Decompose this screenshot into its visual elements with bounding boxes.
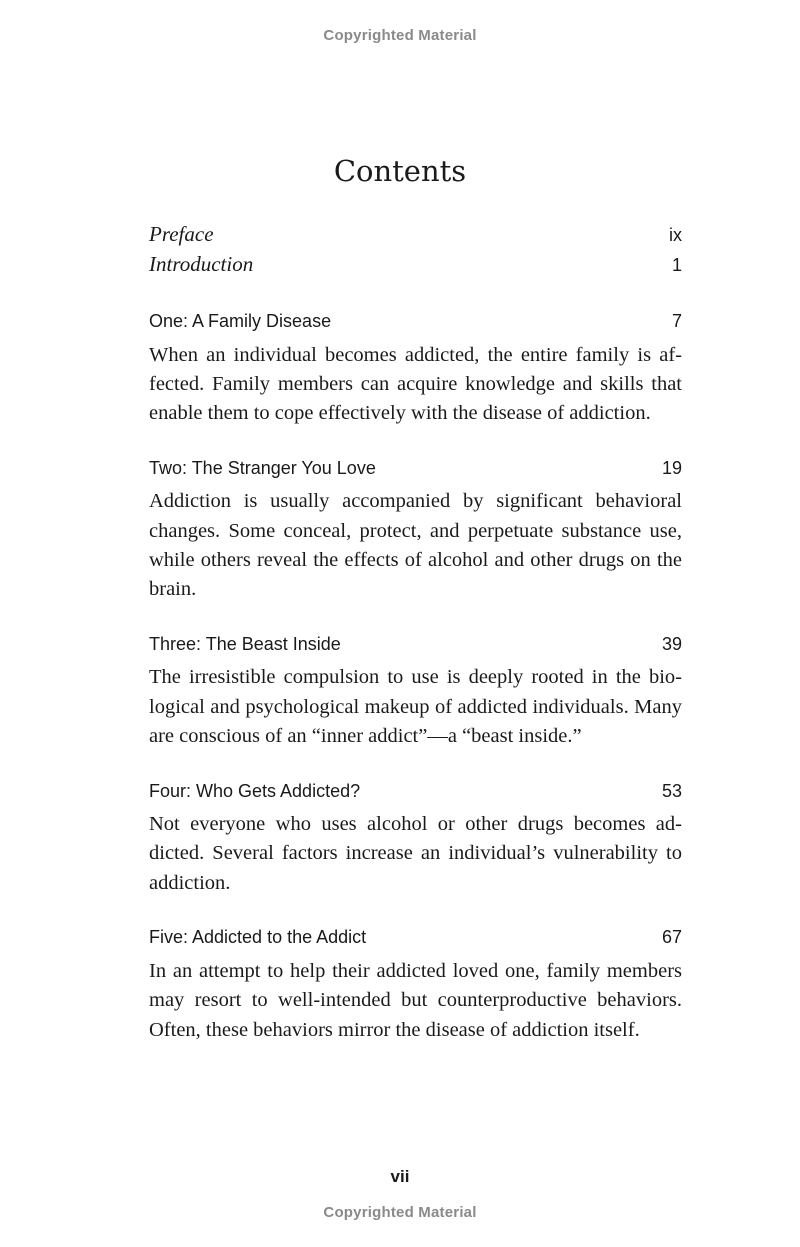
toc-page-number: 39: [661, 633, 682, 654]
toc-chapter-three: [149, 634, 682, 752]
toc-entry-label: Preface: [149, 222, 214, 246]
toc-chapter-five: [149, 927, 682, 1045]
toc-page-number: 67: [661, 927, 682, 948]
toc-chapter-one: [149, 311, 682, 429]
chapter-title: One: A Family Disease: [149, 311, 332, 331]
toc-chapter-two: [149, 458, 682, 605]
toc-chapter-heading[interactable]: [149, 458, 682, 488]
toc-page-number: 7: [671, 311, 682, 331]
toc-page-number: 19: [661, 457, 682, 478]
chapter-description: The irresistible compulsion to use is deeply rooted in the biological and psychological makeup of addicted individuals. Many are conscious of an “inner addict”—a “beast inside.”: [149, 666, 682, 748]
toc-chapter-heading[interactable]: [149, 311, 682, 341]
toc-chapter-four: [149, 781, 682, 899]
chapter-description: In an attempt to help their addicted loved one, family members may resort to well-intended but counterproductive behaviors. Often, these behaviors mirror the disease of addiction itself.: [149, 959, 682, 1041]
toc-entry-preface[interactable]: [149, 222, 682, 252]
copyright-watermark-top: Copyrighted Material: [323, 27, 477, 44]
toc-chapter-heading[interactable]: [149, 927, 682, 957]
chapter-description: Not everyone who uses alcohol or other drugs becomes addicted. Several factors increase an individual’s vulnerability to addiction.: [149, 813, 682, 894]
chapter-title: Three: The Beast Inside: [149, 633, 341, 654]
page-folio: vii: [390, 1167, 410, 1186]
toc-page-number: 53: [661, 780, 682, 801]
chapter-description: When an individual becomes addicted, the entire family is affected. Family members can acquire knowledge and skills that enable them to cope effectively with the disease of addiction.: [149, 343, 682, 425]
chapter-description: Addiction is usually accompanied by significant behavioral changes. Some conceal, protect, and perpetuate substance use, while others reveal the effects of alcohol and other drugs on the brain.: [149, 490, 682, 601]
toc-entry-introduction[interactable]: [149, 252, 682, 282]
toc-chapter-heading[interactable]: [149, 781, 682, 811]
toc-entry-label: Introduction: [149, 251, 254, 276]
table-of-contents: [149, 222, 682, 1045]
toc-page-number: ix: [669, 225, 682, 245]
toc-page-number: 1: [671, 254, 682, 275]
chapter-title: Two: The Stranger You Love: [149, 457, 376, 478]
page-title: Contents: [333, 154, 467, 188]
toc-chapter-heading[interactable]: [149, 634, 682, 664]
copyright-watermark-bottom: Copyrighted Material: [323, 1204, 477, 1221]
chapter-title: Four: Who Gets Addicted?: [149, 780, 361, 801]
chapter-title: Five: Addicted to the Addict: [149, 927, 367, 948]
